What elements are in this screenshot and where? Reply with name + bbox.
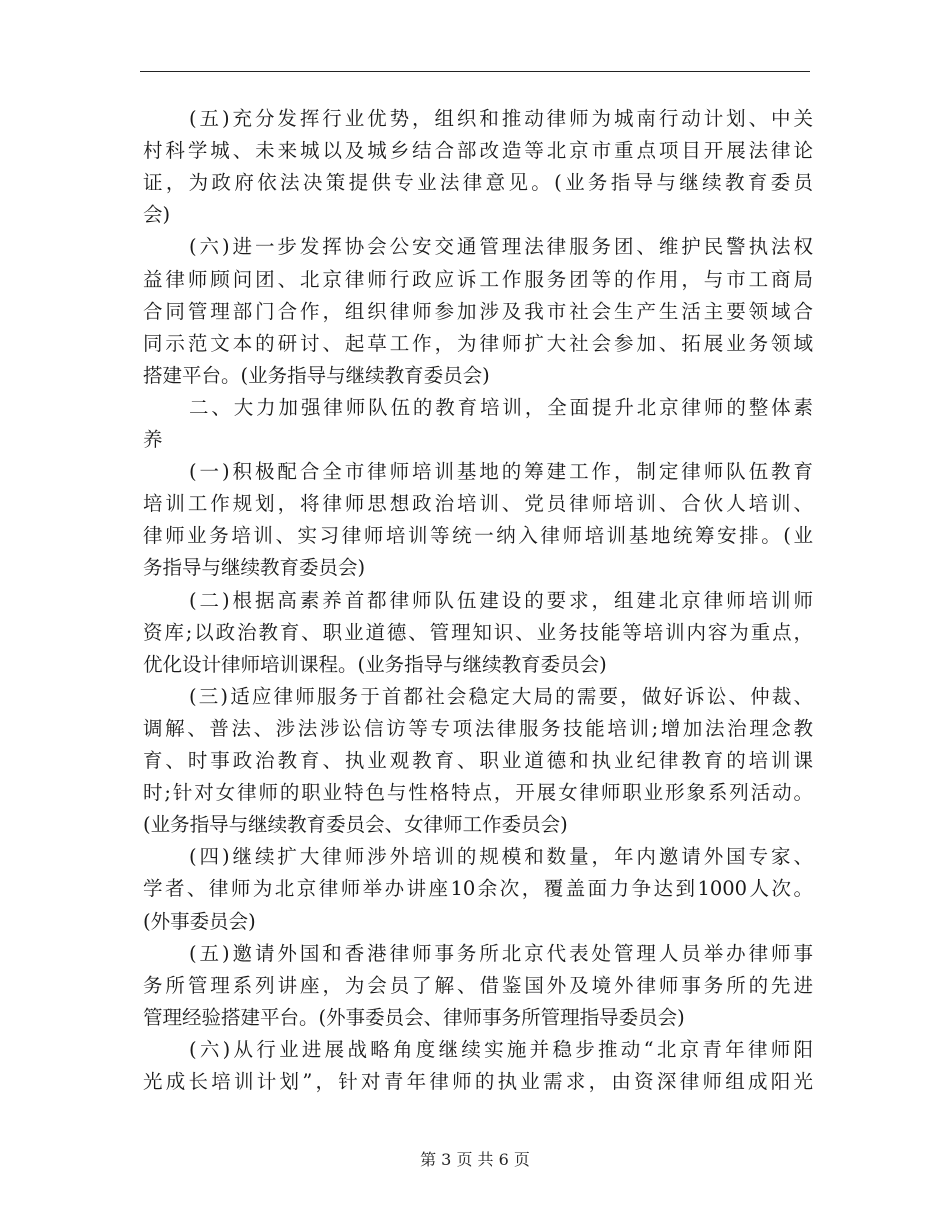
text-line: 合同管理部门合作，组织律师参加涉及我市社会生产生活主要领域合 [143, 299, 813, 323]
text-line: 学者、律师为北京律师举办讲座10余次，覆盖面力争达到1000人次。 [143, 877, 813, 901]
text-line: 优化设计律师培训课程。(业务指导与继续教育委员会) [143, 652, 607, 676]
text-line: 证，为政府依法决策提供专业法律意见。(业务指导与继续教育委员 [143, 171, 813, 195]
text-line: 村科学城、未来城以及城乡结合部改造等北京市重点项目开展法律论 [143, 139, 813, 163]
text-line: (业务指导与继续教育委员会、女律师工作委员会) [143, 813, 568, 837]
text-line: (五)邀请外国和香港律师事务所北京代表处管理人员举办律师事 [189, 941, 813, 965]
text-line: (五)充分发挥行业优势，组织和推动律师为城南行动计划、中关 [189, 107, 813, 130]
text-line: 管理经验搭建平台。(外事委员会、律师事务所管理指导委员会) [143, 1005, 685, 1029]
text-line: 务指导与继续教育委员会) [143, 556, 366, 580]
text-line: 二、大力加强律师队伍的教育培训，全面提升北京律师的整体素 [189, 395, 813, 419]
text-line: 搭建平台。(业务指导与继续教育委员会) [143, 363, 490, 387]
text-line: 育、时事政治教育、执业观教育、职业道德和执业纪律教育的培训课 [143, 749, 813, 772]
text-line: 光成长培训计划”，针对青年律师的执业需求，由资深律师组成阳光 [143, 1070, 813, 1093]
text-line: (外事委员会) [143, 909, 256, 933]
text-line: (六)进一步发挥协会公安交通管理法律服务团、维护民警执法权 [189, 235, 813, 259]
text-line: (二)根据高素养首都律师队伍建设的要求，组建北京律师培训师 [189, 588, 813, 612]
text-line: 律师业务培训、实习律师培训等统一纳入律师培训基地统筹安排。(业 [143, 524, 813, 548]
text-line: 务所管理系列讲座，为会员了解、借鉴国外及境外律师事务所的先进 [143, 973, 813, 997]
header-rule [140, 71, 810, 72]
page-number-footer: 第 3 页 共 6 页 [420, 1150, 530, 1169]
text-line: 时;针对女律师的职业特色与性格特点，开展女律师职业形象系列活动。 [143, 781, 813, 805]
text-line: 同示范文本的研讨、起草工作，为律师扩大社会参加、拓展业务领域 [143, 331, 813, 355]
text-line: (一)积极配合全市律师培训基地的筹建工作，制定律师队伍教育 [189, 460, 813, 484]
text-line: 益律师顾问团、北京律师行政应诉工作服务团等的作用，与市工商局 [143, 267, 813, 291]
text-line: (四)继续扩大律师涉外培训的规模和数量，年内邀请外国专家、 [189, 845, 813, 869]
text-line: (三)适应律师服务于首都社会稳定大局的需要，做好诉讼、仲裁、 [189, 684, 813, 708]
text-line: 调解、普法、涉法涉讼信访等专项法律服务技能培训;增加法治理念教 [143, 716, 813, 740]
text-line: (六)从行业进展战略角度继续实施并稳步推动“北京青年律师阳 [189, 1037, 813, 1061]
text-line: 资库;以政治教育、职业道德、管理知识、业务技能等培训内容为重点， [143, 620, 813, 644]
text-line: 会) [143, 203, 171, 227]
text-line: 培训工作规划，将律师思想政治培训、党员律师培训、合伙人培训、 [143, 492, 813, 516]
text-line: 养 [143, 428, 163, 451]
